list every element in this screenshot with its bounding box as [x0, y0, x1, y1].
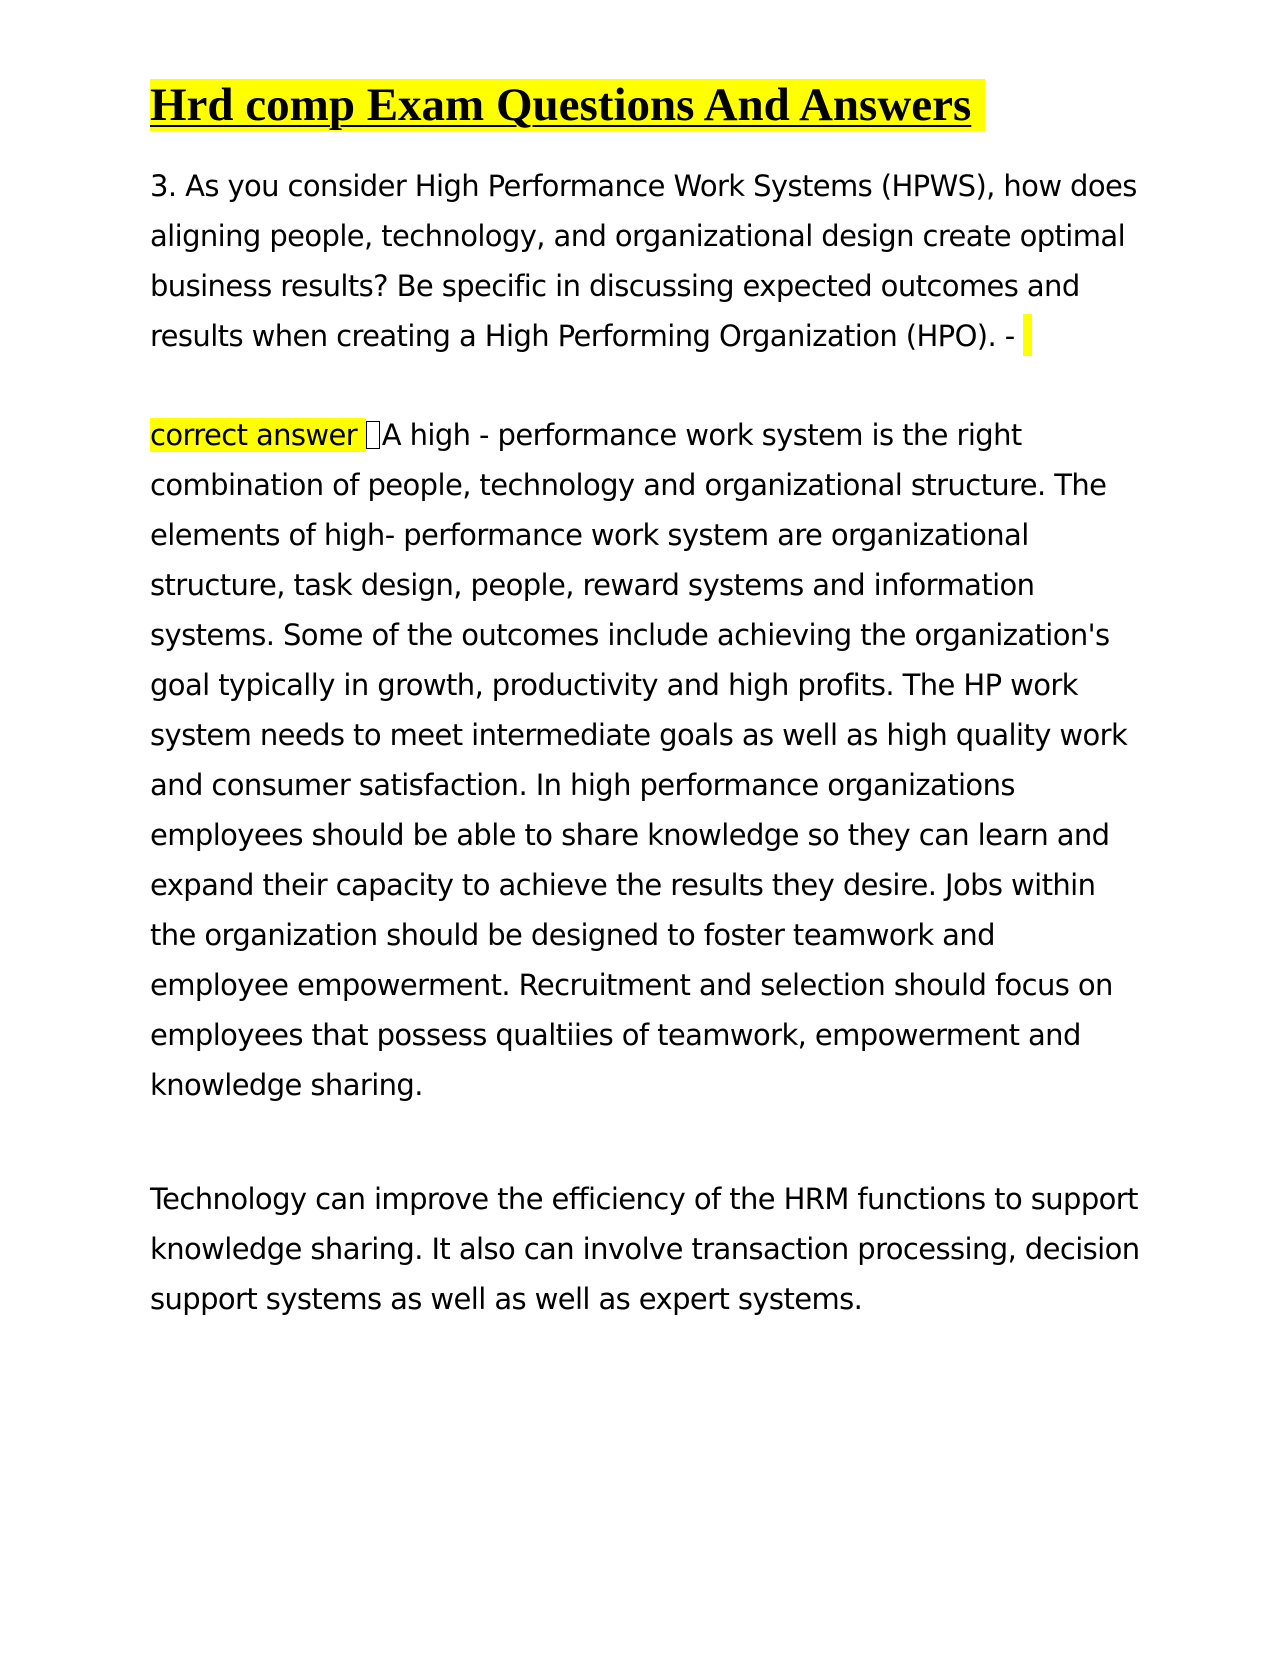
- title-highlight: Hrd comp Exam Questions And Answers: [150, 79, 985, 131]
- missing-glyph-icon: [366, 421, 380, 449]
- answer-body: A high - performance work system is the right combination of people, technology and organizational structure. The elements of high- performance work system are organizational structure, task design, people, reward systems and information systems. Some of the outcomes include achieving the organization's goal typically in growth, productivity and high profits. The HP work system needs to meet intermediate goals as well as high quality work and consumer satisfaction. In high performance organizations employees should be able to share knowledge so they can learn and expand their capacity to achieve the results they desire. Jobs within the organization should be designed to foster teamwork and employee empowerment. Recruitment and selection should focus on employees that possess qualtiies of teamwork, empowerment and knowledge sharing.: [150, 418, 1128, 1102]
- document-title: [150, 76, 985, 134]
- question-text: [150, 161, 1140, 361]
- answer-body-2: Technology can improve the efficiency of the HRM functions to support knowledge sharing. It also can involve transaction processing, decision support systems as well as well as expert systems.: [150, 1182, 1140, 1316]
- highlight-marker: [1023, 314, 1032, 356]
- question-body: 3. As you consider High Performance Work Systems (HPWS), how does aligning people, technology, and organizational design create optimal business results? Be specific in discussing expected outcomes and results when creating a High Performing Organization (HPO). -: [150, 169, 1137, 353]
- answer-paragraph-2: [150, 1174, 1140, 1324]
- answer-label: [150, 418, 366, 452]
- answer-paragraph: [150, 410, 1140, 1110]
- answer-label-text: correct answer: [150, 418, 358, 452]
